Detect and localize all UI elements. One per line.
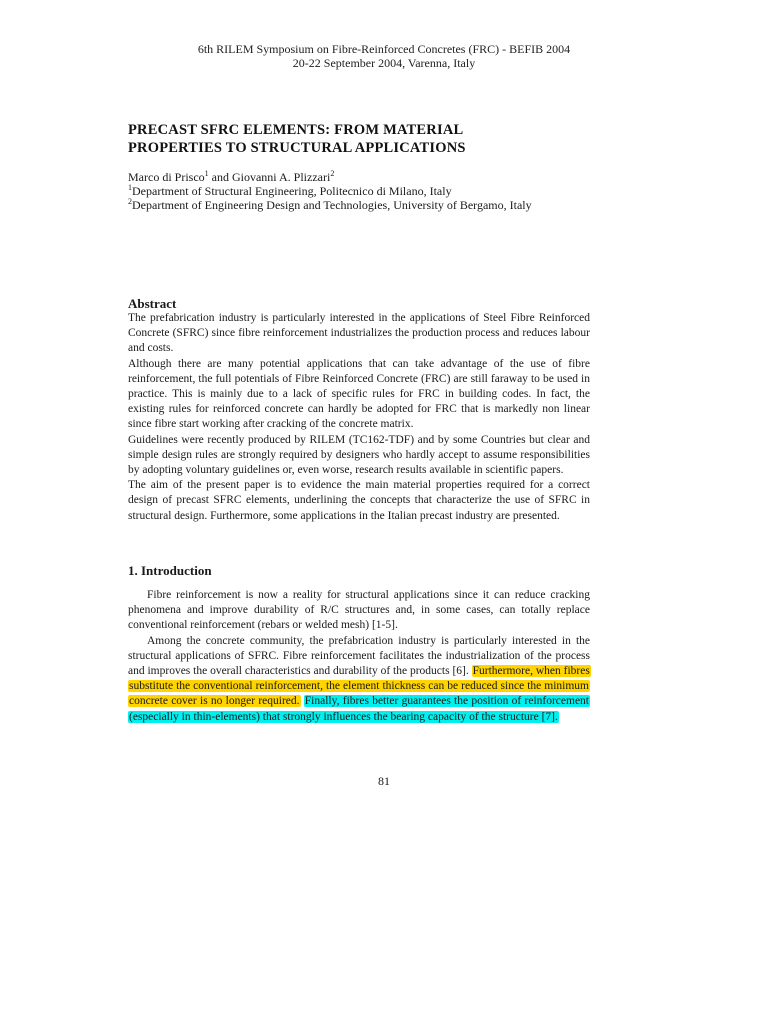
abstract-paragraph: The aim of the present paper is to evidence the main material properties required for a correct design of precast SFRC elements, underlining the concepts that characterize the use of SFRC in structural design. Furthermore, some applications in the Italian precast industry are presented. bbox=[128, 479, 590, 522]
intro-paragraph-1: Fibre reinforcement is now a reality for structural applications since it can reduce cracking phenomena and improve durability of R/C structures and, in some cases, can totally replace conventional reinforcement (rebars or welded mesh) [1-5]. bbox=[128, 589, 590, 632]
affiliation-2 bbox=[128, 198, 598, 212]
affiliation-1-superscript: 1 bbox=[128, 183, 132, 192]
header-line-1: 6th RILEM Symposium on Fibre-Reinforced Concretes (FRC) - BEFIB 2004 bbox=[197, 42, 571, 56]
affiliation-2-superscript: 2 bbox=[128, 197, 132, 206]
abstract-paragraph: The prefabrication industry is particularly interested in the applications of Steel Fibre Reinforced Concrete (SFRC) since fibre reinforcement industrializes the production process and reduces labour and costs. bbox=[128, 312, 590, 355]
author-conjunction: and bbox=[208, 170, 232, 184]
author-1-superscript: 1 bbox=[204, 169, 209, 178]
abstract-paragraph: Although there are many potential applications that can take advantage of the use of fibre reinforcement, the full potentials of Fibre Reinforced Concrete (FRC) are still faraway to be used in practice. This is mainly due to a lack of specific rules for FRC in building codes. In fact, the existing rules for reinforced concrete can hardly be adopted for FRC that is markedly non linear since fibre start working after cracking of the concrete matrix. bbox=[128, 357, 590, 431]
intro-paragraph-2-text: Among the concrete community, the prefabrication industry is particularly interested in the structural applications of SFRC. Fibre reinforcement facilitates the industrialization of the process and improves the overall characteristics and durability of the products [6]. bbox=[128, 634, 590, 678]
abstract-heading: Abstract bbox=[128, 296, 177, 311]
title-line-2: PROPERTIES TO STRUCTURAL APPLICATIONS bbox=[128, 140, 466, 156]
intro-paragraph-2 bbox=[128, 634, 590, 725]
abstract-body bbox=[128, 311, 590, 524]
title-line-1: PRECAST SFRC ELEMENTS: FROM MATERIAL bbox=[128, 122, 464, 138]
affiliation-1 bbox=[128, 184, 598, 198]
conference-header bbox=[0, 42, 768, 70]
section-heading-introduction: 1. Introduction bbox=[128, 563, 212, 578]
author-block bbox=[128, 170, 598, 212]
author-1: Marco di Prisco bbox=[128, 170, 205, 184]
author-2-superscript: 2 bbox=[330, 169, 335, 178]
highlight-cyan[interactable]: Finally, fibres better guarantees the position of reinforcement (especially in thin-elements) that strongly influences the bearing capacity of the structure [7]. bbox=[129, 695, 590, 723]
paper-title bbox=[128, 121, 598, 157]
introduction-body bbox=[128, 588, 590, 725]
affiliation-1-text: Department of Structural Engineering, Politecnico di Milano, Italy bbox=[132, 184, 452, 198]
affiliation-2-text: Department of Engineering Design and Technologies, University of Bergamo, Italy bbox=[132, 198, 532, 212]
author-2: Giovanni A. Plizzari bbox=[231, 170, 331, 184]
abstract-paragraph: Guidelines were recently produced by RILEM (TC162-TDF) and by some Countries but clear and simple design rules are strongly required by designers who hardly accept to assume responsibilities by adopting voluntary guidelines or, even worse, research results available in scientific papers. bbox=[128, 433, 590, 477]
highlight-yellow[interactable]: Furthermore, when fibres substitute the conventional reinforcement, the element thickness can be reduced since the minimum concrete cover is no longer required. bbox=[129, 665, 590, 708]
author-names bbox=[128, 170, 598, 184]
header-line-2: 20-22 September 2004, Varenna, Italy bbox=[292, 56, 476, 70]
page-number: 81 bbox=[378, 774, 390, 788]
